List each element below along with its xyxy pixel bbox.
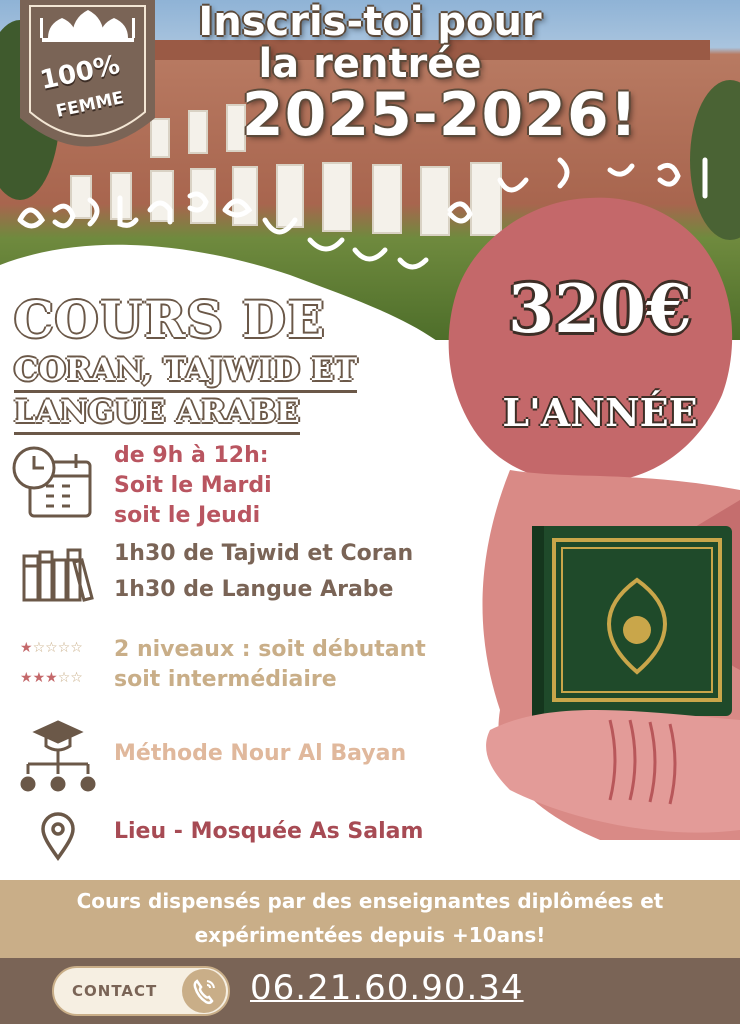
course-heading-line-1: COURS DE bbox=[14, 290, 326, 349]
content-tajwid: 1h30 de Tajwid et Coran bbox=[114, 541, 414, 566]
content-arabic: 1h30 de Langue Arabe bbox=[114, 577, 394, 602]
levels-beginner: 2 niveaux : soit débutant bbox=[114, 637, 426, 662]
schedule-thursday: soit le Jeudi bbox=[114, 503, 261, 528]
headline-line-1: Inscris-toi pour bbox=[198, 0, 542, 45]
books-icon bbox=[22, 546, 94, 602]
star-empty-icon: ☆ bbox=[45, 640, 58, 656]
course-heading-line-3: LANGUE ARABE bbox=[14, 394, 300, 435]
star-empty-icon: ☆ bbox=[57, 640, 71, 656]
star-filled-icon: ★ bbox=[32, 670, 46, 686]
star-filled-icon: ★ bbox=[20, 640, 33, 656]
headline-line-2: la rentrée bbox=[258, 41, 482, 87]
teachers-line-1: Cours dispensés par des enseignantes diplômées et bbox=[76, 889, 664, 913]
stars-icon bbox=[20, 640, 104, 686]
phone-icon-circle[interactable] bbox=[182, 969, 226, 1013]
price-period: L'ANNÉE bbox=[502, 390, 698, 435]
star-filled-icon: ★ bbox=[20, 670, 33, 686]
teachers-line-2: expérimentées depuis +10ans! bbox=[194, 923, 546, 947]
location-text: Lieu - Mosquée As Salam bbox=[114, 819, 424, 844]
graduation-hierarchy-icon bbox=[18, 720, 98, 794]
badge-label: FEMME bbox=[54, 88, 126, 122]
star-empty-icon: ☆ bbox=[70, 670, 83, 686]
schedule-hours: de 9h à 12h: bbox=[114, 443, 269, 468]
calendar-clock-icon bbox=[10, 444, 94, 520]
star-empty-icon: ☆ bbox=[57, 670, 71, 686]
contact-button-label[interactable]: CONTACT bbox=[72, 982, 158, 1000]
schedule-tuesday: Soit le Mardi bbox=[114, 473, 272, 498]
star-filled-icon: ★ bbox=[45, 670, 58, 686]
method-text: Méthode Nour Al Bayan bbox=[114, 741, 407, 766]
course-heading-line-2: CORAN, TAJWID ET bbox=[14, 352, 357, 393]
map-pin-icon bbox=[40, 812, 76, 862]
badge-percent: 100% bbox=[37, 49, 123, 97]
price-amount: 320€ bbox=[508, 270, 692, 348]
star-empty-icon: ☆ bbox=[70, 640, 83, 656]
headline-year: 2025-2026! bbox=[241, 80, 639, 150]
phone-number[interactable]: 06.21.60.90.34 bbox=[250, 968, 524, 1008]
star-empty-icon: ☆ bbox=[32, 640, 46, 656]
teachers-text bbox=[0, 884, 740, 952]
quran-book-image bbox=[470, 470, 740, 840]
phone-icon bbox=[182, 969, 226, 1013]
levels-intermediate: soit intermédiaire bbox=[114, 667, 337, 692]
